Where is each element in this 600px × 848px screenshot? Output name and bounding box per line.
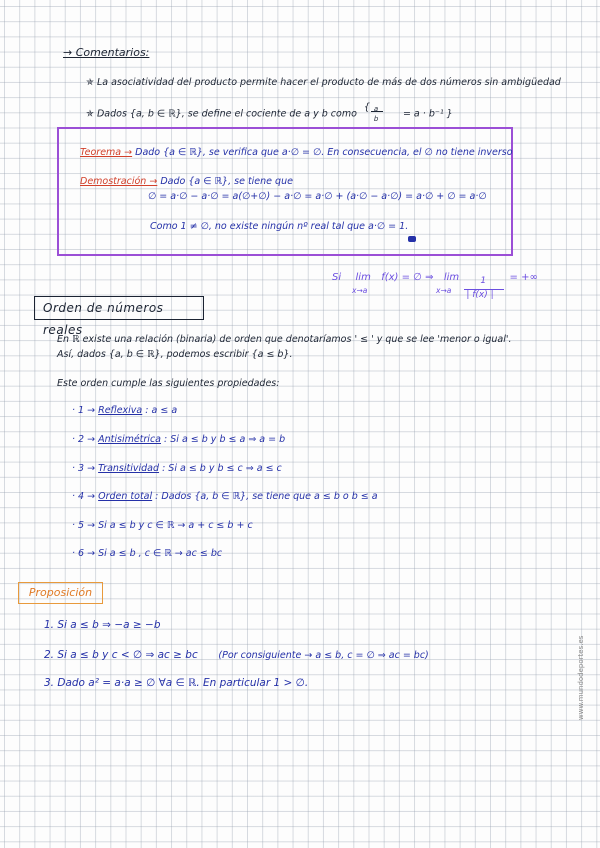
- demo-text-1: Dado {a ∈ ℝ}, se tiene que: [160, 176, 293, 187]
- comment-bullet-2: [86, 102, 453, 123]
- limit-si: Si: [332, 272, 342, 283]
- comment-bullet-2-text: ✯ Dados {a, b ∈ ℝ}, se define el cociente de a y b como: [86, 108, 357, 120]
- property-4: · 4 → Orden total : Dados {a, b ∈ ℝ}, se tiene que a ≤ b o b ≤ a: [72, 491, 378, 502]
- intro-line-1: En ℝ existe una relación (binaria) de orden que denotaríamos ' ≤ ' y que se lee 'menor o igual'.: [57, 334, 512, 345]
- section-title: Orden de números reales: [34, 296, 204, 320]
- cociente-fraction: { a b: [360, 107, 400, 121]
- property-2-name: Antisimétrica: [98, 434, 161, 445]
- limit-result: = +∞: [509, 272, 538, 283]
- teorema-label: Teorema →: [80, 147, 133, 158]
- limit-note: [332, 272, 538, 300]
- cociente-numerator: a: [373, 105, 379, 113]
- proposition-label: Proposición: [18, 582, 103, 604]
- proposition-item-2-note: (Por consiguiente → a ≤ b, c = ∅ ⇒ ac = bc): [218, 650, 429, 661]
- demo-label: Demostración →: [80, 176, 158, 187]
- property-6-body: Si a ≤ b , c ∈ ℝ → ac ≤ bc: [98, 548, 223, 559]
- demo-line-1: [80, 175, 293, 189]
- property-1: · 1 → Reflexiva : a ≤ a: [72, 405, 178, 416]
- proposition-item-2-text: 2. Si a ≤ b y c < ∅ ⇒ ac ≥ bc: [44, 649, 198, 661]
- watermark: www.mundodeportes.es: [577, 635, 585, 720]
- property-3-body: : Si a ≤ b y b ≤ c ⇒ a ≤ c: [162, 463, 282, 474]
- property-3-name: Transitividad: [98, 463, 160, 474]
- limit-2-sub: x→a: [436, 286, 452, 295]
- intro-line-3: Este orden cumple las siguientes propiedades:: [57, 378, 280, 389]
- property-3: · 3 → Transitividad : Si a ≤ b y b ≤ c ⇒ a ≤ c: [72, 463, 282, 474]
- property-1-body: : a ≤ a: [145, 405, 178, 416]
- qed-mark: [408, 236, 416, 242]
- limit-fexpr: f(x) = ∅ ⇒: [381, 272, 434, 283]
- proposition-item-3: 3. Dado a² = a·a ≥ ∅ ∀a ∈ ℝ. En particular 1 > ∅.: [44, 677, 309, 689]
- intro-line-2: Así, dados {a, b ∈ ℝ}, podemos escribir {a ≤ b}.: [57, 349, 293, 360]
- cociente-denominator: b: [373, 115, 379, 123]
- property-4-name: Orden total: [98, 491, 153, 502]
- teorema-text: Dado {a ∈ ℝ}, se verifica que a·∅ = ∅. En consecuencia, el ∅ no tiene inverso: [135, 147, 513, 158]
- demo-line-2: ∅ = a·∅ − a·∅ = a(∅+∅) − a·∅ = a·∅ + (a·∅ − a·∅) = a·∅ + ∅ = a·∅: [148, 191, 487, 202]
- property-5: · 5 → Si a ≤ b y c ∈ ℝ → a + c ≤ b + c: [72, 520, 253, 531]
- limit-frac-den: | f(x) |: [466, 290, 494, 300]
- property-2: · 2 → Antisimétrica : Si a ≤ b y b ≤ a ⇒ a = b: [72, 434, 286, 445]
- comment-bullet-2-post: = a · b⁻¹ }: [402, 108, 453, 120]
- limit-2: lim: [443, 272, 460, 283]
- property-1-name: Reflexiva: [98, 405, 143, 416]
- property-6: · 6 → Si a ≤ b , c ∈ ℝ → ac ≤ bc: [72, 548, 223, 559]
- teorema-line: [80, 146, 513, 160]
- limit-frac-num: 1: [480, 276, 487, 286]
- property-5-body: Si a ≤ b y c ∈ ℝ → a + c ≤ b + c: [98, 520, 253, 531]
- property-2-body: : Si a ≤ b y b ≤ a ⇒ a = b: [164, 434, 286, 445]
- limit-1: lim: [355, 272, 371, 283]
- demo-line-3: Como 1 ≠ ∅, no existe ningún nº real tal que a·∅ = 1.: [150, 221, 409, 232]
- proposition-item-2: [44, 648, 429, 663]
- comments-heading: → Comentarios:: [63, 46, 150, 59]
- property-4-body: : Dados {a, b ∈ ℝ}, se tiene que a ≤ b o b ≤ a: [155, 491, 378, 502]
- proposition-item-1: 1. Si a ≤ b ⇒ −a ≥ −b: [44, 619, 161, 631]
- comment-bullet-1: ✯ La asociatividad del producto permite hacer el producto de más de dos números sin ambigüedad: [86, 77, 561, 88]
- limit-1-sub: x→a: [352, 286, 368, 295]
